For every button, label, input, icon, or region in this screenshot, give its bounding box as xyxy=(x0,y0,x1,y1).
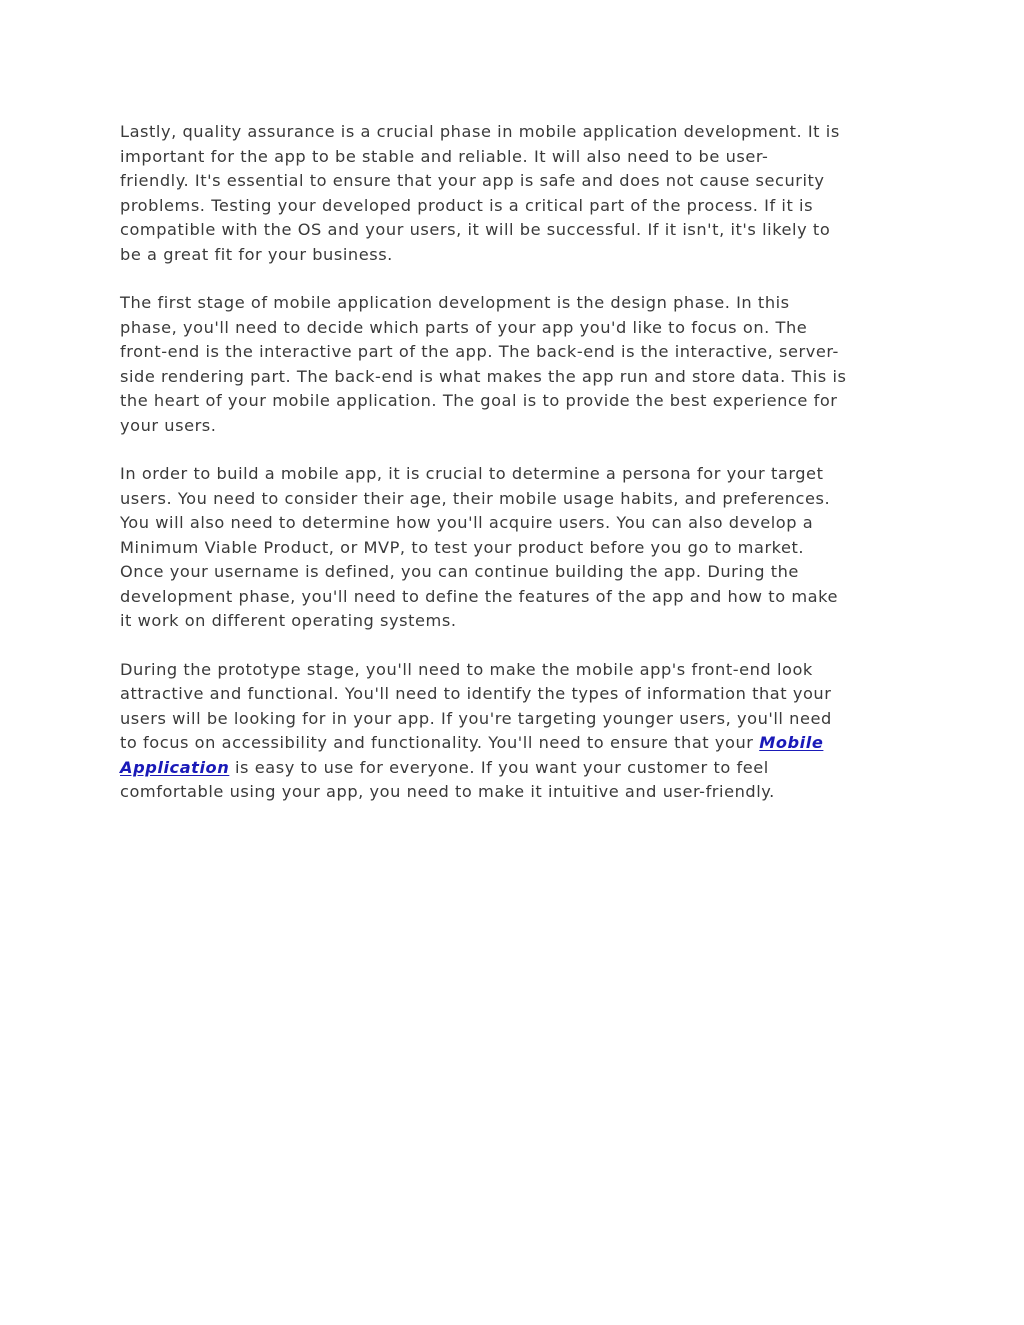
text-line: compatible with the OS and your users, it will be successful. If it isn't, it's likely to xyxy=(120,220,831,239)
paragraph-persona xyxy=(120,462,905,634)
text-line: be a great fit for your business. xyxy=(120,244,393,264)
text-line: problems. Testing your developed product is a critical part of the process. If it is xyxy=(120,195,814,215)
text-line: Lastly, quality assurance is a crucial phase in mobile application development. It is xyxy=(120,122,840,141)
paragraph-design-phase xyxy=(120,291,905,438)
text-line-with-link xyxy=(120,731,905,756)
link-trail-text: is easy to use for everyone. If you want your customer to feel xyxy=(229,757,769,777)
mobile-application-link-continued[interactable]: Application xyxy=(120,757,230,777)
text-line: During the prototype stage, you'll need to make the mobile app's front-end look xyxy=(120,659,813,679)
document-body xyxy=(120,120,905,829)
text-line: Once your username is defined, you can continue building the app. During the xyxy=(120,562,799,581)
link-lead-text: to focus on accessibility and functionality. You'll need to ensure that your xyxy=(120,733,760,752)
text-line: development phase, you'll need to define the features of the app and how to make xyxy=(120,586,838,606)
text-line: attractive and functional. You'll need to identify the types of information that your xyxy=(120,684,832,703)
text-line: important for the app to be stable and reliable. It will also need to be user- xyxy=(120,146,769,166)
text-line: it work on different operating systems. xyxy=(120,611,457,630)
text-line: front-end is the interactive part of the app. The back-end is the interactive, server- xyxy=(120,342,839,361)
text-line: your users. xyxy=(120,415,217,435)
text-line: side rendering part. The back-end is what makes the app run and store data. This is xyxy=(120,366,847,386)
text-line: In order to build a mobile app, it is crucial to determine a persona for your target xyxy=(120,464,824,483)
text-line: comfortable using your app, you need to make it intuitive and user-friendly. xyxy=(120,782,775,801)
text-line: the heart of your mobile application. The goal is to provide the best experience for xyxy=(120,391,838,410)
text-line: The first stage of mobile application development is the design phase. In this xyxy=(120,293,790,312)
paragraph-quality-assurance xyxy=(120,120,905,267)
text-line: You will also need to determine how you'll acquire users. You can also develop a xyxy=(120,513,814,532)
text-line: users. You need to consider their age, their mobile usage habits, and preferences. xyxy=(120,488,831,508)
text-line-with-link xyxy=(120,756,905,781)
text-line: phase, you'll need to decide which parts of your app you'd like to focus on. The xyxy=(120,317,808,337)
text-line: friendly. It's essential to ensure that your app is safe and does not cause security xyxy=(120,171,825,190)
text-line: Minimum Viable Product, or MVP, to test your product before you go to market. xyxy=(120,537,805,557)
paragraph-prototype-stage xyxy=(120,658,905,805)
mobile-application-link[interactable]: Mobile xyxy=(759,733,824,752)
text-line: users will be looking for in your app. If you're targeting younger users, you'll need xyxy=(120,708,832,728)
